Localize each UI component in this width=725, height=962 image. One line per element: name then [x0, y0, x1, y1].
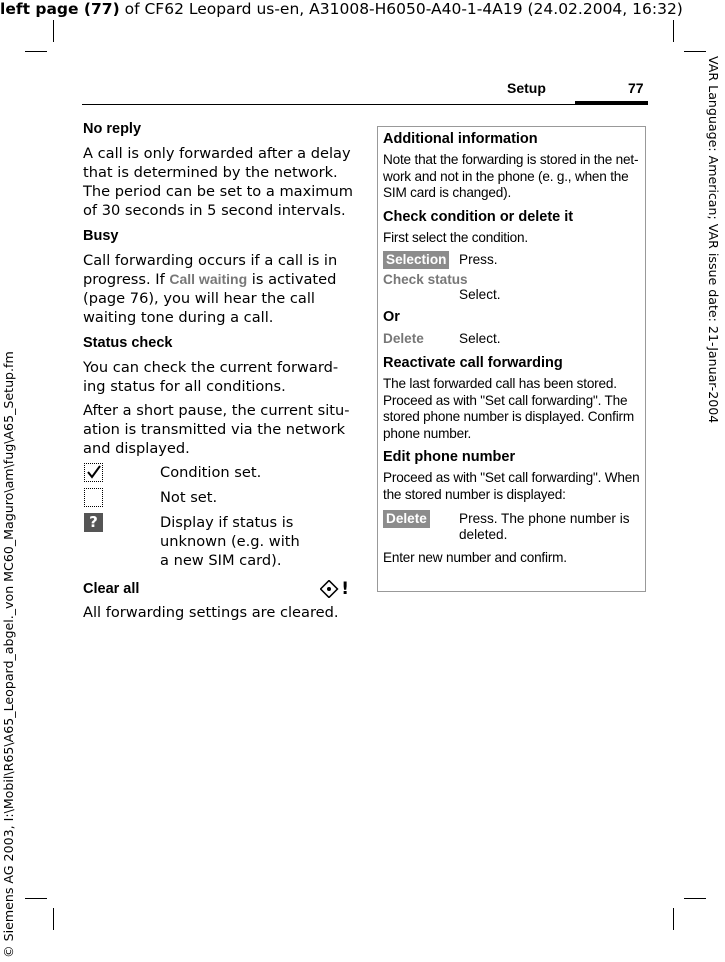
status-item-label: Display if status is unknown (e.g. with a new SIM card).: [160, 514, 300, 569]
busy-text-a: Call forwarding occurs if a call is in progress. If: [83, 252, 338, 288]
info-box: [377, 126, 646, 592]
check-status-desc: Select.: [459, 287, 501, 303]
status-item-set: [83, 463, 353, 482]
final-instruction: Enter new number and confirm.: [383, 549, 567, 565]
check-status-row: [383, 272, 640, 303]
delete-softkey[interactable]: Delete: [383, 510, 430, 528]
reactivate-text: The last forwarded call has been stored. Proceed as with "Set call forwarding". The stored phone number is displayed. Confirm phone number.: [383, 375, 634, 441]
clear-all-text: All forwarding settings are cleared.: [83, 604, 339, 621]
status-situation-text: After a short pause, the current situ-ation is transmitted via the network and displayed.: [83, 402, 350, 457]
side-text-left: © Siemens AG 2003, I:\Mobil\R65\A65_Leopard_abgel._von MC60_Maguro\am\fug\A65_Setup.fm: [1, 351, 16, 958]
check-status-menu-item[interactable]: Check status: [383, 272, 468, 288]
status-check-heading: Status check: [83, 335, 173, 351]
or-label: Or: [383, 309, 400, 326]
call-waiting-label: Call waiting: [169, 271, 248, 287]
check-intro-text: First select the condition.: [383, 229, 528, 245]
additional-info-heading: Additional information: [383, 131, 538, 147]
crop-mark: [684, 51, 706, 52]
status-check-text: You can check the current forward-ing status for all conditions.: [83, 359, 339, 395]
selection-softkey[interactable]: Selection: [383, 251, 449, 269]
crop-mark: [684, 898, 706, 899]
question-icon: ?: [84, 513, 103, 532]
clear-all-heading: Clear all: [83, 581, 140, 597]
print-header-page: left page (77): [0, 0, 120, 18]
delete-row: [383, 331, 640, 348]
delete-menu-item[interactable]: Delete: [383, 331, 424, 347]
side-text-right: VAR Language: American; VAR issue date: 21-Januar-2004: [706, 56, 721, 424]
selection-desc: Press.: [459, 252, 498, 268]
status-item-label: Not set.: [160, 489, 218, 506]
no-reply-text: A call is only forwarded after a delay that is determined by the network. The period can be set to a maximum of 30 seconds in 5 second intervals.: [83, 145, 353, 219]
provider-hint-icon: !: [320, 580, 349, 598]
busy-text-b: is activated (page 76), you will hear the call waiting tone during a call.: [83, 271, 337, 326]
busy-text: [83, 251, 353, 327]
left-column: [83, 121, 353, 622]
status-item-label: Condition set.: [160, 464, 262, 481]
header-rule: [82, 104, 648, 105]
reactivate-heading: Reactivate call forwarding: [383, 354, 563, 371]
crop-mark: [25, 898, 47, 899]
busy-heading: Busy: [83, 228, 119, 244]
delete-softkey-desc: Press. The phone number is deleted.: [459, 510, 630, 543]
edit-number-text: Proceed as with "Set call forwarding". When the stored number is displayed:: [383, 470, 640, 502]
crop-mark: [53, 908, 54, 930]
additional-info-text: Note that the forwarding is stored in the net-work and not in the phone (e. g., when the SIM card is changed).: [383, 152, 639, 201]
crop-mark: [673, 20, 674, 42]
delete-desc: Select.: [459, 331, 501, 347]
check-condition-heading: Check condition or delete it: [383, 208, 574, 225]
empty-box-icon: [84, 488, 103, 507]
status-item-not-set: [83, 488, 353, 507]
edit-number-heading: Edit phone number: [383, 449, 516, 466]
print-header-info: of CF62 Leopard us-en, A31008-H6050-A40-1-4A19 (24.02.2004, 16:32): [119, 0, 683, 18]
no-reply-heading: No reply: [83, 121, 142, 137]
selection-row: [383, 251, 640, 269]
page-number: 77: [628, 80, 644, 96]
section-title: Setup: [507, 80, 546, 96]
check-icon: [84, 463, 103, 482]
print-header: [0, 0, 683, 18]
crop-mark: [25, 51, 47, 52]
clear-all-row: [83, 580, 353, 598]
header-rule-thick: [575, 101, 648, 104]
crop-mark: [53, 20, 54, 42]
delete-softkey-row: [383, 510, 640, 544]
status-item-unknown: [83, 513, 353, 570]
crop-mark: [673, 908, 674, 930]
